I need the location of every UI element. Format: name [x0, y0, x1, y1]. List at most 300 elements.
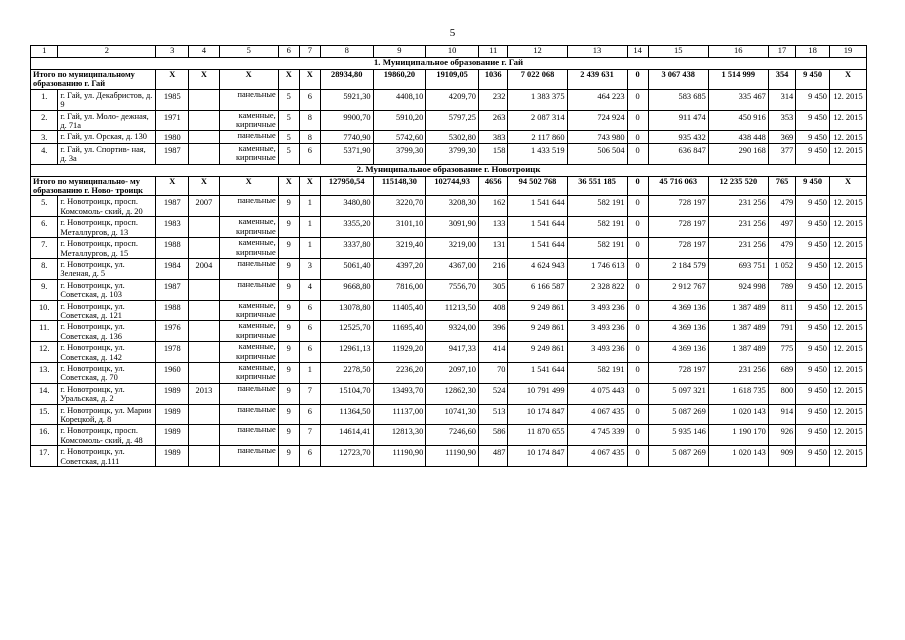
- table-cell: 1 387 489: [708, 342, 768, 363]
- table-cell: 3799,30: [426, 143, 479, 164]
- table-cell: 12.: [31, 342, 58, 363]
- table-cell: 2 912 767: [648, 279, 708, 300]
- table-cell: 0: [627, 321, 648, 342]
- table-cell: 12. 2015: [829, 217, 866, 238]
- table-cell: 1 541 644: [508, 362, 567, 383]
- table-cell: [189, 321, 220, 342]
- table-cell: [189, 89, 220, 110]
- table-cell: 3101,10: [373, 217, 426, 238]
- table-cell: 8.: [31, 258, 58, 279]
- table-cell: 9 249 861: [508, 321, 567, 342]
- column-number-cell: 15: [648, 46, 708, 58]
- table-cell: 693 751: [708, 258, 768, 279]
- column-number-cell: 8: [320, 46, 373, 58]
- table-cell: г. Новотроицк, ул. Советская, д. 136: [58, 321, 156, 342]
- table-cell: 4367,00: [426, 258, 479, 279]
- table-row: [31, 196, 867, 217]
- table-cell: 789: [768, 279, 795, 300]
- table-cell: 1978: [156, 342, 189, 363]
- table-row: [31, 258, 867, 279]
- table-cell: 800: [768, 383, 795, 404]
- table-cell: 2013: [189, 383, 220, 404]
- section-header-row: [31, 58, 867, 70]
- table-cell: 911 474: [648, 110, 708, 131]
- table-cell: 0: [627, 196, 648, 217]
- table-cell: 6: [299, 404, 320, 425]
- total-value-cell: 765: [768, 176, 795, 196]
- total-value-cell: X: [189, 176, 220, 196]
- table-cell: 70: [478, 362, 508, 383]
- table-cell: 2 117 860: [508, 131, 567, 143]
- table-cell: 9: [278, 362, 299, 383]
- table-cell: г. Гай, ул. Орская, д. 130: [58, 131, 156, 143]
- table-cell: 5371,90: [320, 143, 373, 164]
- table-cell: 12. 2015: [829, 342, 866, 363]
- table-cell: 15.: [31, 404, 58, 425]
- table-cell: 4397,20: [373, 258, 426, 279]
- table-cell: 12961,13: [320, 342, 373, 363]
- table-row: [31, 238, 867, 259]
- table-cell: каменные, кирпичные: [219, 110, 278, 131]
- table-cell: 6 166 587: [508, 279, 567, 300]
- table-cell: 7246,60: [426, 425, 479, 446]
- table-cell: 9668,80: [320, 279, 373, 300]
- table-cell: 9 450: [796, 89, 830, 110]
- section-header-row: [31, 164, 867, 176]
- table-cell: 11405,40: [373, 300, 426, 321]
- table-body: [31, 46, 867, 467]
- table-row: [31, 217, 867, 238]
- table-cell: 0: [627, 217, 648, 238]
- table-cell: 2007: [189, 196, 220, 217]
- table-cell: 1976: [156, 321, 189, 342]
- table-cell: 479: [768, 238, 795, 259]
- table-cell: 9: [278, 404, 299, 425]
- table-cell: 2.: [31, 110, 58, 131]
- table-cell: 3.: [31, 131, 58, 143]
- table-cell: 4 075 443: [567, 383, 627, 404]
- table-cell: 2097,10: [426, 362, 479, 383]
- table-cell: 369: [768, 131, 795, 143]
- table-cell: 9 450: [796, 131, 830, 143]
- table-cell: [189, 279, 220, 300]
- table-cell: 636 847: [648, 143, 708, 164]
- total-label: Итого по муниципальному образованию г. Гай: [31, 70, 156, 90]
- table-cell: 724 924: [567, 110, 627, 131]
- table-cell: 11190,90: [426, 446, 479, 467]
- table-cell: каменные, кирпичные: [219, 300, 278, 321]
- table-cell: 5: [278, 110, 299, 131]
- table-cell: 1 541 644: [508, 217, 567, 238]
- table-cell: 2236,20: [373, 362, 426, 383]
- table-cell: 131: [478, 238, 508, 259]
- table-cell: 9 450: [796, 342, 830, 363]
- table-cell: 9 249 861: [508, 342, 567, 363]
- table-cell: 1 746 613: [567, 258, 627, 279]
- table-cell: 582 191: [567, 362, 627, 383]
- table-cell: 5921,30: [320, 89, 373, 110]
- column-number-cell: 10: [426, 46, 479, 58]
- table-cell: 728 197: [648, 362, 708, 383]
- table-cell: 162: [478, 196, 508, 217]
- table-cell: 12. 2015: [829, 258, 866, 279]
- table-cell: 1: [299, 217, 320, 238]
- table-cell: 8: [299, 110, 320, 131]
- table-cell: 497: [768, 217, 795, 238]
- table-cell: 0: [627, 383, 648, 404]
- table-cell: панельные: [219, 383, 278, 404]
- table-cell: 2 328 822: [567, 279, 627, 300]
- table-cell: 0: [627, 425, 648, 446]
- table-cell: [189, 425, 220, 446]
- table-cell: 2004: [189, 258, 220, 279]
- table-cell: 9 450: [796, 110, 830, 131]
- table-cell: 1983: [156, 217, 189, 238]
- table-cell: 231 256: [708, 238, 768, 259]
- table-cell: 9: [278, 238, 299, 259]
- table-cell: 4.: [31, 143, 58, 164]
- table-cell: 0: [627, 300, 648, 321]
- total-value-cell: 28934,80: [320, 70, 373, 90]
- table-cell: 6: [299, 446, 320, 467]
- total-value-cell: 45 716 063: [648, 176, 708, 196]
- table-cell: 3208,30: [426, 196, 479, 217]
- table-cell: 9: [278, 217, 299, 238]
- section-title: 2. Муниципальное образование г. Новотроицк: [31, 164, 867, 176]
- table-cell: 487: [478, 446, 508, 467]
- table-cell: 3799,30: [373, 143, 426, 164]
- table-cell: 5 087 269: [648, 446, 708, 467]
- table-cell: [189, 404, 220, 425]
- table-cell: 12. 2015: [829, 446, 866, 467]
- table-row: [31, 362, 867, 383]
- table-cell: 9: [278, 321, 299, 342]
- table-cell: 7.: [31, 238, 58, 259]
- table-cell: 9 450: [796, 425, 830, 446]
- table-cell: 12. 2015: [829, 383, 866, 404]
- table-cell: 305: [478, 279, 508, 300]
- total-value-cell: 12 235 520: [708, 176, 768, 196]
- table-cell: 1989: [156, 404, 189, 425]
- table-cell: 5061,40: [320, 258, 373, 279]
- table-cell: 0: [627, 258, 648, 279]
- table-cell: каменные, кирпичные: [219, 321, 278, 342]
- table-cell: 1 387 489: [708, 321, 768, 342]
- table-cell: каменные, кирпичные: [219, 238, 278, 259]
- table-cell: [189, 217, 220, 238]
- housing-register-table: [30, 45, 867, 467]
- column-number-cell: 18: [796, 46, 830, 58]
- table-cell: [189, 143, 220, 164]
- table-cell: 728 197: [648, 238, 708, 259]
- table-cell: 12. 2015: [829, 279, 866, 300]
- table-cell: 14614,41: [320, 425, 373, 446]
- table-cell: 5797,25: [426, 110, 479, 131]
- table-cell: [189, 446, 220, 467]
- table-cell: 216: [478, 258, 508, 279]
- table-cell: 9 450: [796, 362, 830, 383]
- table-cell: 9324,00: [426, 321, 479, 342]
- total-value-cell: 102744,93: [426, 176, 479, 196]
- table-cell: 5742,60: [373, 131, 426, 143]
- table-cell: 7740,90: [320, 131, 373, 143]
- table-cell: 1 052: [768, 258, 795, 279]
- table-cell: 743 980: [567, 131, 627, 143]
- table-cell: 1 190 170: [708, 425, 768, 446]
- table-cell: 6: [299, 342, 320, 363]
- table-cell: г. Новотроицк, просп. Металлургов, д. 13: [58, 217, 156, 238]
- table-cell: 7556,70: [426, 279, 479, 300]
- table-cell: 450 916: [708, 110, 768, 131]
- table-cell: 9: [278, 196, 299, 217]
- total-value-cell: 1 514 999: [708, 70, 768, 90]
- total-value-cell: X: [299, 176, 320, 196]
- table-cell: 924 998: [708, 279, 768, 300]
- table-cell: 17.: [31, 446, 58, 467]
- table-cell: [189, 300, 220, 321]
- table-cell: 383: [478, 131, 508, 143]
- table-cell: г. Новотроицк, ул. Советская, д.111: [58, 446, 156, 467]
- table-cell: 4408,10: [373, 89, 426, 110]
- column-number-cell: 2: [58, 46, 156, 58]
- table-cell: 5.: [31, 196, 58, 217]
- table-cell: 0: [627, 446, 648, 467]
- total-value-cell: X: [156, 70, 189, 90]
- column-number-cell: 3: [156, 46, 189, 58]
- table-cell: г. Новотроицк, ул. Марии Корецкой, д. 8: [58, 404, 156, 425]
- table-cell: 5 935 146: [648, 425, 708, 446]
- table-cell: 1989: [156, 383, 189, 404]
- total-value-cell: 2 439 631: [567, 70, 627, 90]
- total-value-cell: 19109,05: [426, 70, 479, 90]
- table-cell: 914: [768, 404, 795, 425]
- table-cell: 3355,20: [320, 217, 373, 238]
- table-cell: 0: [627, 238, 648, 259]
- table-cell: 1 383 375: [508, 89, 567, 110]
- table-cell: г. Гай, ул. Моло- дежная, д. 71а: [58, 110, 156, 131]
- table-cell: 13493,70: [373, 383, 426, 404]
- column-number-cell: 9: [373, 46, 426, 58]
- column-number-cell: 12: [508, 46, 567, 58]
- table-cell: 3: [299, 258, 320, 279]
- table-cell: 12. 2015: [829, 300, 866, 321]
- table-cell: 909: [768, 446, 795, 467]
- table-cell: г. Новотроицк, просп. Комсомоль- ский, д. 20: [58, 196, 156, 217]
- table-cell: каменные, кирпичные: [219, 342, 278, 363]
- table-cell: 6: [299, 321, 320, 342]
- table-cell: 586: [478, 425, 508, 446]
- page-number: 5: [449, 27, 456, 39]
- table-cell: 5: [278, 131, 299, 143]
- table-cell: 15104,70: [320, 383, 373, 404]
- column-number-cell: 6: [278, 46, 299, 58]
- table-cell: 133: [478, 217, 508, 238]
- table-cell: 9 450: [796, 279, 830, 300]
- table-cell: 9: [278, 300, 299, 321]
- table-cell: 1987: [156, 196, 189, 217]
- table-cell: 12. 2015: [829, 131, 866, 143]
- table-cell: 14.: [31, 383, 58, 404]
- table-cell: 1: [299, 362, 320, 383]
- table-cell: панельные: [219, 446, 278, 467]
- table-row: [31, 279, 867, 300]
- table-cell: 408: [478, 300, 508, 321]
- section-total-row: [31, 70, 867, 90]
- total-value-cell: X: [829, 176, 866, 196]
- table-cell: 13.: [31, 362, 58, 383]
- total-value-cell: X: [219, 176, 278, 196]
- table-cell: 9 450: [796, 383, 830, 404]
- table-cell: 1980: [156, 131, 189, 143]
- column-number-cell: 19: [829, 46, 866, 58]
- table-cell: панельные: [219, 279, 278, 300]
- table-cell: 4 369 136: [648, 300, 708, 321]
- table-cell: панельные: [219, 258, 278, 279]
- table-cell: 4209,70: [426, 89, 479, 110]
- table-cell: 9: [278, 425, 299, 446]
- table-cell: 12. 2015: [829, 143, 866, 164]
- table-cell: 582 191: [567, 217, 627, 238]
- total-value-cell: 3 067 438: [648, 70, 708, 90]
- table-cell: 9 450: [796, 258, 830, 279]
- table-cell: 314: [768, 89, 795, 110]
- table-cell: каменные, кирпичные: [219, 143, 278, 164]
- section-title: 1. Муниципальное образование г. Гай: [31, 58, 867, 70]
- table-cell: г. Гай, ул. Декабристов, д. 9: [58, 89, 156, 110]
- table-cell: 9 450: [796, 300, 830, 321]
- table-cell: 158: [478, 143, 508, 164]
- table-cell: 0: [627, 279, 648, 300]
- table-cell: 12525,70: [320, 321, 373, 342]
- table-cell: 728 197: [648, 217, 708, 238]
- table-cell: 12. 2015: [829, 110, 866, 131]
- table-cell: 1971: [156, 110, 189, 131]
- table-cell: 1 433 519: [508, 143, 567, 164]
- table-cell: 353: [768, 110, 795, 131]
- table-cell: 5302,80: [426, 131, 479, 143]
- table-cell: 0: [627, 143, 648, 164]
- table-cell: 1: [299, 238, 320, 259]
- table-cell: 0: [627, 110, 648, 131]
- table-cell: [189, 110, 220, 131]
- table-row: [31, 321, 867, 342]
- table-cell: 582 191: [567, 238, 627, 259]
- column-number-cell: 4: [189, 46, 220, 58]
- table-cell: 1 387 489: [708, 300, 768, 321]
- table-cell: 4 067 435: [567, 404, 627, 425]
- table-cell: 9.: [31, 279, 58, 300]
- table-cell: 1987: [156, 279, 189, 300]
- table-cell: 2278,50: [320, 362, 373, 383]
- table-cell: 1960: [156, 362, 189, 383]
- table-cell: 4 067 435: [567, 446, 627, 467]
- table-cell: 9900,70: [320, 110, 373, 131]
- table-cell: 5: [278, 143, 299, 164]
- table-cell: 1 541 644: [508, 238, 567, 259]
- table-cell: 9: [278, 383, 299, 404]
- table-cell: 935 432: [648, 131, 708, 143]
- table-cell: 1985: [156, 89, 189, 110]
- table-cell: 5 097 321: [648, 383, 708, 404]
- table-cell: 12. 2015: [829, 362, 866, 383]
- table-cell: 7: [299, 425, 320, 446]
- table-cell: 3091,90: [426, 217, 479, 238]
- table-cell: 232: [478, 89, 508, 110]
- table-cell: 1988: [156, 300, 189, 321]
- table-cell: 12862,30: [426, 383, 479, 404]
- column-number-cell: 16: [708, 46, 768, 58]
- column-number-cell: 7: [299, 46, 320, 58]
- table-cell: 11.: [31, 321, 58, 342]
- total-value-cell: X: [219, 70, 278, 90]
- table-cell: 7: [299, 383, 320, 404]
- total-label: Итого по муниципально- му образованию г. Ново- троицк: [31, 176, 156, 196]
- table-cell: 926: [768, 425, 795, 446]
- table-cell: 9 450: [796, 446, 830, 467]
- table-cell: 9 249 861: [508, 300, 567, 321]
- table-cell: 11929,20: [373, 342, 426, 363]
- table-cell: [189, 362, 220, 383]
- total-value-cell: X: [278, 70, 299, 90]
- table-cell: 16.: [31, 425, 58, 446]
- table-cell: 1984: [156, 258, 189, 279]
- total-value-cell: 9 450: [796, 70, 830, 90]
- table-cell: 479: [768, 196, 795, 217]
- table-cell: 3 493 236: [567, 342, 627, 363]
- table-cell: 9: [278, 342, 299, 363]
- table-cell: 464 223: [567, 89, 627, 110]
- table-cell: 791: [768, 321, 795, 342]
- table-cell: 0: [627, 404, 648, 425]
- table-cell: г. Новотроицк, ул. Уральская, д. 2: [58, 383, 156, 404]
- table-cell: 775: [768, 342, 795, 363]
- total-value-cell: 0: [627, 70, 648, 90]
- table-cell: 396: [478, 321, 508, 342]
- table-cell: панельные: [219, 131, 278, 143]
- table-cell: 0: [627, 362, 648, 383]
- table-cell: [189, 131, 220, 143]
- table-cell: 9 450: [796, 196, 830, 217]
- table-cell: каменные, кирпичные: [219, 217, 278, 238]
- table-cell: 1 541 644: [508, 196, 567, 217]
- table-cell: 4: [299, 279, 320, 300]
- table-cell: 12. 2015: [829, 238, 866, 259]
- table-cell: 1987: [156, 143, 189, 164]
- table-cell: 9: [278, 446, 299, 467]
- table-cell: 3480,80: [320, 196, 373, 217]
- table-cell: 2 184 579: [648, 258, 708, 279]
- table-cell: 231 256: [708, 196, 768, 217]
- column-number-cell: 17: [768, 46, 795, 58]
- table-cell: 3220,70: [373, 196, 426, 217]
- table-cell: 811: [768, 300, 795, 321]
- table-cell: 10 174 847: [508, 446, 567, 467]
- table-cell: г. Новотроицк, ул. Советская, д. 142: [58, 342, 156, 363]
- table-cell: 13078,80: [320, 300, 373, 321]
- table-cell: 438 448: [708, 131, 768, 143]
- table-cell: 689: [768, 362, 795, 383]
- table-cell: 12. 2015: [829, 89, 866, 110]
- column-number-row: [31, 46, 867, 58]
- table-row: [31, 383, 867, 404]
- total-value-cell: 9 450: [796, 176, 830, 196]
- total-value-cell: X: [189, 70, 220, 90]
- total-value-cell: X: [829, 70, 866, 90]
- total-value-cell: 7 022 068: [508, 70, 567, 90]
- table-cell: [189, 342, 220, 363]
- column-number-cell: 14: [627, 46, 648, 58]
- table-cell: 263: [478, 110, 508, 131]
